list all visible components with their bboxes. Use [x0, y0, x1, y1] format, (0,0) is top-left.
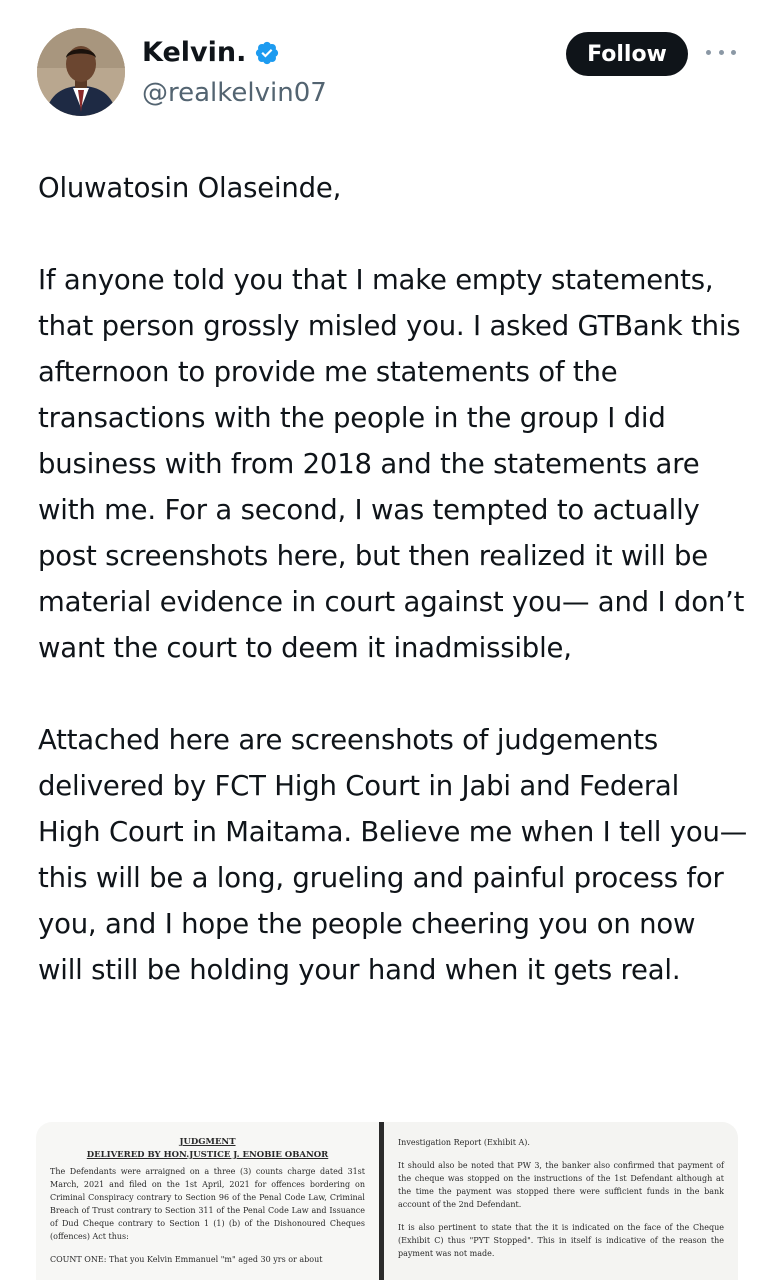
avatar-portrait-icon: [37, 28, 125, 116]
doc-subtitle: DELIVERED BY HON.JUSTICE J. ENOBIE OBANOR: [86, 1150, 329, 1160]
doc-title: JUDGMENT: [179, 1137, 236, 1147]
more-icon[interactable]: [706, 42, 736, 62]
tweet-greeting: Oluwatosin Olaseinde,: [38, 172, 342, 204]
tweet-header: [0, 0, 774, 140]
author-handle[interactable]: @realkelvin07: [142, 78, 327, 108]
tweet-text: [38, 165, 748, 993]
follow-button[interactable]: Follow: [566, 32, 688, 76]
tweet-paragraph: Attached here are screenshots of judgements delivered by FCT High Court in Jabi and Federal High Court in Maitama. Believe me when I tell you— this will be a long, grueling and painful process for you, and I hope the people cheering you on now will still be holding your hand when it gets real.: [38, 724, 748, 986]
tweet-media-gallery[interactable]: [36, 1122, 738, 1280]
media-image-judgment[interactable]: [36, 1122, 379, 1280]
doc-count: COUNT ONE: That you Kelvin Emmanuel "m" aged 30 yrs or about: [50, 1255, 323, 1264]
author-name-row: [142, 36, 280, 70]
media-image-report[interactable]: [384, 1122, 738, 1280]
doc-paragraph: It is also pertinent to state that the it is indicated on the face of the Cheque (Exhibit C) thus "PYT Stopped". This in itself is indicative of the reason the payment was not made.: [398, 1223, 724, 1258]
author-name[interactable]: Kelvin.: [142, 37, 247, 68]
tweet-paragraph: If anyone told you that I make empty statements, that person grossly misled you. I asked GTBank this afternoon to provide me statements of the transactions with the people in the group I did business with from 2018 and the statements are with me. For a second, I was tempted to actually post screenshots here, but then realized it will be material evidence in court against you— and I don’t want the court to deem it inadmissible,: [38, 264, 745, 664]
doc-paragraph: It should also be noted that PW 3, the banker also confirmed that payment of the cheque was stopped on the instructions of the 1st Defendant although at the time the payment was stopped there were sufficient funds in the bank account of the 2nd Defendant.: [398, 1161, 724, 1209]
verified-badge-icon: [254, 40, 280, 66]
doc-heading: Investigation Report (Exhibit A).: [398, 1138, 530, 1147]
avatar[interactable]: [37, 28, 125, 116]
doc-body: The Defendants were arraigned on a three (3) counts charge dated 31st March, 2021 and filed on the 1st April, 2021 for offences bordering on Criminal Conspiracy contrary to Section 96 of the Penal Code Law, Criminal Breach of Trust contrary to Section 311 of the Penal Code Law and Issuance of Dud Cheque contrary to Section 1 (1) (b) of the Dishonoured Cheques (offences) Act thus:: [50, 1167, 365, 1241]
